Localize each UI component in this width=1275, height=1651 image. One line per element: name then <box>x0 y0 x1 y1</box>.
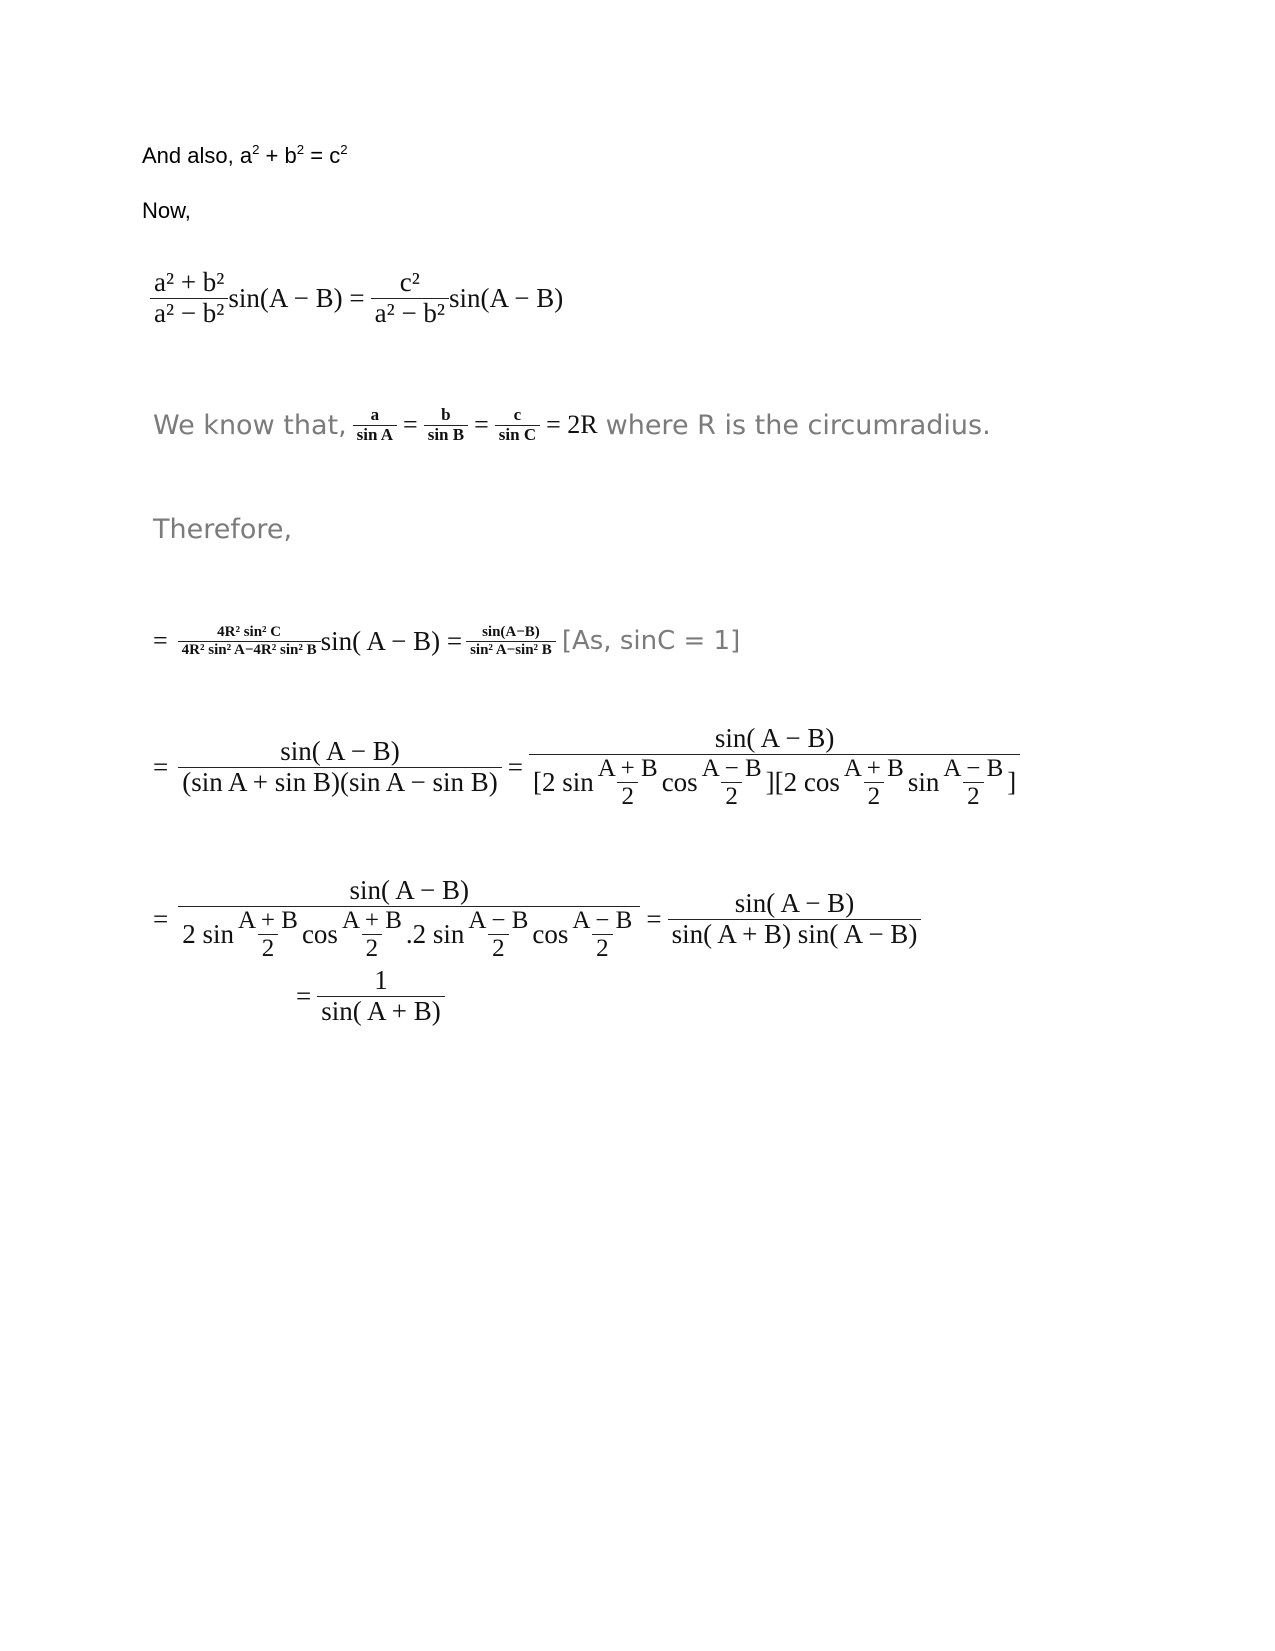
half-diff <box>698 755 766 811</box>
half-den: 2 <box>617 782 638 811</box>
var-a: a <box>239 143 253 168</box>
exp-c: 2 <box>340 141 348 157</box>
exp-a: 2 <box>252 141 260 157</box>
half-num: A − B <box>468 906 529 934</box>
numerator: a² + b² <box>154 267 225 297</box>
half-diff <box>568 907 636 963</box>
half-den: 2 <box>362 934 383 963</box>
fraction-sum-diff <box>178 737 502 797</box>
intro-line <box>142 143 348 169</box>
numerator: sin( A − B) <box>734 888 855 919</box>
var-c: c <box>329 143 341 168</box>
half-diff <box>464 907 532 963</box>
half-den: 2 <box>488 934 509 963</box>
fraction-c-sinC <box>495 406 540 444</box>
numerator: sin(A−B) <box>482 624 540 640</box>
fraction-a-sinA <box>353 406 397 444</box>
circumradius-value: = 2R <box>546 410 598 439</box>
equals-sign: = <box>304 143 324 168</box>
equation-3 <box>153 724 1020 811</box>
fraction-sin-diff <box>466 624 556 658</box>
equals-sign: = <box>153 626 168 655</box>
equals-sign: = <box>296 980 312 1011</box>
den-text: ] <box>1007 766 1017 797</box>
denominator: sin B <box>424 425 468 445</box>
fraction-product-form <box>529 724 1020 811</box>
equals-sign: = <box>646 903 662 934</box>
denominator: sin C <box>495 425 540 445</box>
know-prefix: We know that, <box>153 409 347 441</box>
denominator: sin² A−sin² B <box>466 641 556 659</box>
equation-middle: sin(A − B) = <box>228 282 365 313</box>
numerator: sin( A − B) <box>280 736 400 767</box>
fraction-4R2 <box>178 624 321 658</box>
den-text: sin <box>907 766 940 797</box>
half-num: A + B <box>341 906 402 934</box>
den-text: 2 sin <box>182 918 234 949</box>
half-num: A − B <box>701 754 762 782</box>
equals-sign: = <box>474 410 489 439</box>
half-num: A + B <box>238 906 298 934</box>
exp-b: 2 <box>296 141 305 157</box>
denominator: 4R² sin² A−4R² sin² B <box>178 641 321 659</box>
var-b: b <box>284 143 297 168</box>
denominator: a² − b² <box>150 298 228 329</box>
equals-sign: = <box>507 751 523 782</box>
equals-sign: = <box>403 410 418 439</box>
equals-sign: = <box>153 751 169 782</box>
den-text: cos <box>532 918 569 949</box>
den-text: ][2 cos <box>765 766 840 797</box>
plus-sign: + <box>259 143 279 168</box>
numerator: 4R² sin² C <box>217 624 282 640</box>
equation-5 <box>296 966 445 1026</box>
numerator: a <box>370 404 380 424</box>
numerator: c <box>513 404 522 424</box>
fraction-expanded <box>178 876 640 963</box>
denominator: sin( A + B) sin( A − B) <box>668 919 922 950</box>
fraction-simplified <box>668 889 922 949</box>
half-den: 2 <box>721 782 742 811</box>
note-sinC: [As, sinC = 1] <box>561 626 741 656</box>
half-sum <box>338 907 406 963</box>
fraction-right <box>371 268 449 328</box>
equation-4 <box>153 876 921 963</box>
denominator: sin( A + B) <box>317 996 445 1027</box>
half-den: 2 <box>592 934 613 963</box>
equals-sign: = <box>153 903 169 934</box>
half-sum <box>594 755 662 811</box>
numerator: 1 <box>374 965 388 995</box>
denominator <box>529 754 1020 811</box>
den-text: cos <box>661 766 698 797</box>
den-text: .2 sin <box>405 918 465 949</box>
half-den: 2 <box>963 782 984 811</box>
denominator: sin A <box>353 425 397 445</box>
equation-middle: sin( A − B) = <box>320 625 463 656</box>
numerator: c² <box>399 267 420 297</box>
denominator: a² − b² <box>371 298 449 329</box>
half-den: 2 <box>864 782 885 811</box>
numerator: b <box>441 404 451 424</box>
half-num: A − B <box>943 754 1004 782</box>
know-suffix: where R is the circumradius. <box>605 409 991 441</box>
equation-2 <box>153 612 740 670</box>
fraction-final <box>317 966 445 1026</box>
half-diff <box>939 755 1007 811</box>
denominator: (sin A + sin B)(sin A − sin B) <box>178 767 502 798</box>
fraction-b-sinB <box>424 406 468 444</box>
fraction-left <box>150 268 228 328</box>
den-text: [2 sin <box>532 766 594 797</box>
denominator <box>178 906 640 963</box>
numerator: sin( A − B) <box>714 723 835 753</box>
half-num: A + B <box>597 754 658 782</box>
numerator: sin( A − B) <box>349 875 470 905</box>
half-sum <box>840 755 908 811</box>
half-sum <box>234 907 302 963</box>
den-text: cos <box>301 918 338 949</box>
half-num: A − B <box>572 906 633 934</box>
equation-1 <box>150 268 563 328</box>
law-of-sines-line <box>153 396 991 454</box>
therefore-line: Therefore, <box>153 514 293 545</box>
now-line: Now, <box>142 198 191 223</box>
half-num: A + B <box>843 754 904 782</box>
half-den: 2 <box>258 934 279 963</box>
equation-tail: sin(A − B) <box>449 282 564 313</box>
intro-prefix: And also, <box>142 143 240 168</box>
